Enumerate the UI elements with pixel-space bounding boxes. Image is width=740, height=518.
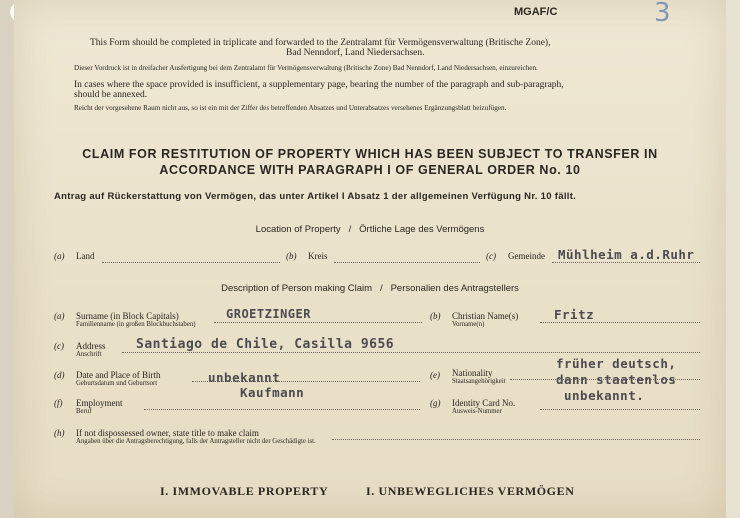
christian-name-label-de: Vorname(n): [452, 321, 485, 328]
instruction-de-2: Reicht der vorgesehene Raum nicht aus, so ist ein mit der Ziffer des betreffenden Absatzes und Unterabsatzes versehenes Ergänzungsblatt beizufügen.: [74, 104, 507, 112]
gemeinde-value: Mühlheim a.d.Ruhr: [558, 247, 695, 262]
form-title-line2: ACCORDANCE WITH PARAGRAPH I OF GENERAL ORDER No. 10: [159, 163, 581, 177]
birth-marker: (d): [54, 370, 65, 380]
location-heading-de: Örtliche Lage des Vermögens: [359, 224, 485, 235]
location-heading: [14, 224, 726, 235]
christian-name-label: Christian Name(s): [452, 311, 519, 321]
employment-marker: (f): [54, 398, 63, 408]
nationality-value-line2: dann staatenlos: [556, 372, 677, 387]
form-page: [14, 0, 726, 518]
christian-name-field[interactable]: [540, 322, 700, 323]
adjacent-page-strip: [0, 0, 15, 518]
form-number: MGAF/C: [514, 6, 558, 18]
instruction-en-1-line2: Bad Nenndorf, Land Niedersachsen.: [286, 48, 425, 58]
form-title: [14, 146, 726, 178]
location-heading-en: Location of Property: [255, 224, 341, 235]
surname-label: Surname (in Block Capitals): [76, 311, 179, 321]
person-heading-separator: /: [380, 283, 383, 294]
instruction-de-1: Dieser Vordruck ist in dreifacher Ausfertigung bei dem Zentralamt für Vermögensverwaltung (Britische Zone) Bad Nenndorf, Land Niedersachsen, einzureichen.: [74, 64, 538, 72]
address-field[interactable]: [122, 352, 700, 353]
nationality-marker: (e): [430, 370, 440, 380]
kreis-label: Kreis: [308, 251, 328, 261]
employment-label-de: Beruf: [76, 408, 92, 415]
identity-card-value: unbekannt.: [564, 388, 645, 403]
surname-marker: (a): [54, 311, 65, 321]
birth-value: unbekannt: [208, 370, 281, 385]
form-title-german: Antrag auf Rückerstattung von Vermögen, das unter Artikel I Absatz 1 der allgemeinen Verfügung Nr. 10 fällt.: [54, 191, 577, 202]
title-to-claim-label-de: Angaben über die Antragsberechtigung, falls der Antragsteller nicht der Geschädigte ist.: [76, 438, 316, 445]
birth-label: Date and Place of Birth: [76, 370, 161, 380]
employment-field[interactable]: [144, 409, 420, 410]
nationality-label-de: Staatsangehörigkeit: [452, 378, 506, 385]
christian-name-value: Fritz: [554, 307, 595, 322]
birth-label-de: Geburtsdatum und Geburtsort: [76, 380, 158, 387]
land-label: Land: [76, 251, 95, 261]
identity-card-label-de: Ausweis-Nummer: [452, 408, 502, 415]
surname-label-de: Familienname (in großen Blockbuchstaben): [76, 321, 196, 328]
land-field[interactable]: [102, 262, 280, 263]
form-title-line1: CLAIM FOR RESTITUTION OF PROPERTY WHICH HAS BEEN SUBJECT TO TRANSFER IN: [82, 147, 658, 161]
person-heading-de: Personalien des Antragstellers: [390, 283, 519, 294]
employment-value: Kaufmann: [240, 385, 305, 400]
christian-name-marker: (b): [430, 311, 441, 321]
gemeinde-marker: (c): [486, 251, 496, 261]
person-heading-en: Description of Person making Claim: [221, 283, 373, 294]
title-to-claim-marker: (h): [54, 428, 65, 438]
section-immovable-property: I. IMMOVABLE PROPERTY: [160, 484, 329, 498]
address-marker: (c): [54, 341, 64, 351]
title-to-claim-field[interactable]: [332, 439, 700, 440]
nationality-value-line1: früher deutsch,: [556, 356, 677, 371]
pencil-annotation: 3: [654, 0, 671, 28]
instruction-en-1-line1: This Form should be completed in triplicate and forwarded to the Zentralamt für Vermögensverwaltung (Britische Zone),: [90, 38, 551, 48]
instruction-en-2-line1: In cases where the space provided is insufficient, a supplementary page, bearing the number of the paragraph and sub-paragraph,: [74, 80, 564, 90]
location-heading-separator: /: [348, 224, 352, 235]
surname-field[interactable]: [214, 322, 422, 323]
person-heading: [14, 283, 726, 294]
identity-card-label: Identity Card No.: [452, 398, 516, 408]
employment-label: Employment: [76, 398, 123, 408]
identity-card-field[interactable]: [540, 409, 700, 410]
kreis-field[interactable]: [334, 262, 480, 263]
kreis-marker: (b): [286, 251, 297, 261]
gemeinde-label: Gemeinde: [508, 251, 545, 261]
instruction-en-2-line2: should be annexed.: [74, 90, 148, 100]
address-value: Santiago de Chile, Casilla 9656: [136, 337, 395, 352]
address-label: Address: [76, 341, 106, 351]
nationality-label: Nationality: [452, 368, 493, 378]
title-to-claim-label: If not dispossessed owner, state title to make claim: [76, 428, 259, 438]
surname-value: GROETZINGER: [226, 307, 311, 321]
identity-card-marker: (g): [430, 398, 441, 408]
land-marker: (a): [54, 251, 65, 261]
gemeinde-field[interactable]: [552, 262, 700, 263]
section-unbewegliches-vermoegen: I. UNBEWEGLICHES VERMÖGEN: [366, 484, 575, 498]
address-label-de: Anschrift: [76, 351, 102, 358]
